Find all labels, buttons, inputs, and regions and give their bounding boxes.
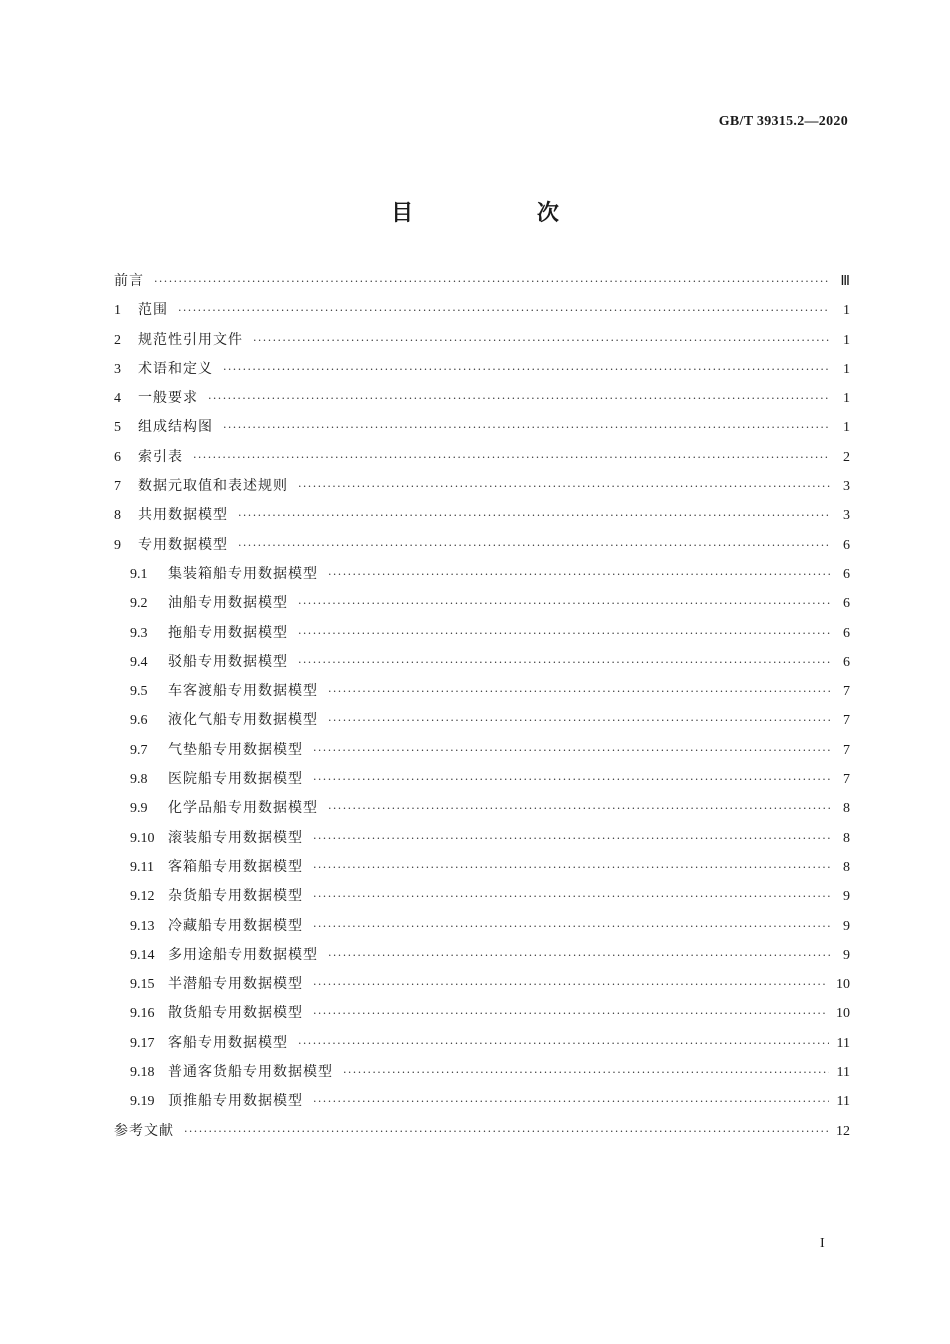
toc-entry-number: 9.9 xyxy=(130,801,148,817)
toc-leader-dots xyxy=(238,510,830,521)
toc-entry-number: 5 xyxy=(114,420,121,436)
toc-entry-label: 油船专用数据模型 xyxy=(168,595,288,612)
toc-entry-label: 多用途船专用数据模型 xyxy=(168,946,318,963)
toc-entry-label: 滚装船专用数据模型 xyxy=(168,829,303,846)
toc-leader-dots xyxy=(298,657,830,668)
toc-entry-label: 冷藏船专用数据模型 xyxy=(168,917,303,934)
toc-leader-dots xyxy=(154,276,830,287)
toc-entry-number: 9.1 xyxy=(130,566,148,582)
toc-entry-page: 1 xyxy=(843,420,850,436)
toc-entry-label: 散货船专用数据模型 xyxy=(168,1005,303,1022)
toc-entry-number: 9.14 xyxy=(130,947,155,963)
toc-leader-dots xyxy=(313,774,830,785)
toc-entry[interactable] xyxy=(114,622,850,651)
toc-entry[interactable] xyxy=(114,592,850,621)
toc-entry-page: 2 xyxy=(843,449,850,465)
toc-entry-label: 数据元取值和表述规则 xyxy=(138,478,288,495)
toc-leader-dots xyxy=(298,1038,829,1049)
table-of-contents xyxy=(114,270,850,1149)
toc-entry-label: 顶推船专用数据模型 xyxy=(168,1093,303,1110)
toc-entry-number: 8 xyxy=(114,508,121,524)
toc-entry[interactable] xyxy=(114,446,850,475)
toc-entry-page: 7 xyxy=(843,742,850,758)
toc-entry-page: 6 xyxy=(843,537,850,553)
toc-entry-number: 9.10 xyxy=(130,830,155,846)
toc-leader-dots xyxy=(313,833,830,844)
toc-entry-label: 一般要求 xyxy=(138,390,198,407)
toc-leader-dots xyxy=(313,979,828,990)
toc-entry-page: 10 xyxy=(836,1006,850,1022)
toc-leader-dots xyxy=(193,452,830,463)
toc-entry[interactable] xyxy=(114,680,850,709)
toc-entry-page: 8 xyxy=(843,801,850,817)
toc-entry-number: 9.4 xyxy=(130,654,148,670)
toc-entry-page: 1 xyxy=(843,303,850,319)
toc-entry-label: 拖船专用数据模型 xyxy=(168,624,288,641)
toc-leader-dots xyxy=(328,803,830,814)
toc-entry-page: 7 xyxy=(843,713,850,729)
toc-entry-page: 10 xyxy=(836,977,850,993)
toc-leader-dots xyxy=(313,1008,828,1019)
toc-leader-dots xyxy=(328,950,830,961)
toc-entry-label: 规范性引用文件 xyxy=(138,331,243,348)
toc-entry-label: 共用数据模型 xyxy=(138,507,228,524)
toc-leader-dots xyxy=(313,745,830,756)
toc-entry-number: 3 xyxy=(114,361,121,377)
toc-leader-dots xyxy=(238,540,830,551)
toc-entry-label: 液化气船专用数据模型 xyxy=(168,712,318,729)
toc-entry-page: 1 xyxy=(843,332,850,348)
toc-entry[interactable] xyxy=(114,416,850,445)
toc-entry-number: 2 xyxy=(114,332,121,348)
toc-entry-number: 9.13 xyxy=(130,918,155,934)
toc-entry-page: 11 xyxy=(836,1035,850,1051)
toc-leader-dots xyxy=(328,686,830,697)
toc-leader-dots xyxy=(178,305,830,316)
toc-entry[interactable] xyxy=(114,651,850,680)
toc-entry-label: 前言 xyxy=(114,273,144,289)
toc-entry-number: 9.3 xyxy=(130,625,148,641)
toc-entry-page: 3 xyxy=(843,508,850,524)
toc-leader-dots xyxy=(343,1067,829,1078)
toc-entry-page: 11 xyxy=(836,1065,850,1081)
toc-entry-number: 9.18 xyxy=(130,1065,155,1081)
toc-entry-number: 9.7 xyxy=(130,742,148,758)
toc-entry-number: 1 xyxy=(114,303,121,319)
toc-entry-page: 12 xyxy=(836,1123,850,1139)
toc-entry-page: 9 xyxy=(843,947,850,963)
toc-entry-number: 9 xyxy=(114,537,121,553)
toc-entry-label: 组成结构图 xyxy=(138,419,213,436)
toc-leader-dots xyxy=(313,862,830,873)
toc-entry-number: 9.5 xyxy=(130,684,148,700)
toc-entry[interactable] xyxy=(114,944,850,973)
toc-entry-label: 车客渡船专用数据模型 xyxy=(168,683,318,700)
toc-leader-dots xyxy=(313,891,830,902)
toc-entry-number: 9.11 xyxy=(130,859,154,875)
toc-entry[interactable] xyxy=(114,504,850,533)
toc-entry-page: 6 xyxy=(843,566,850,582)
toc-entry[interactable] xyxy=(114,563,850,592)
toc-entry[interactable] xyxy=(114,915,850,944)
toc-entry[interactable] xyxy=(114,856,850,885)
toc-entry-page: 6 xyxy=(843,654,850,670)
toc-entry[interactable] xyxy=(114,1090,850,1119)
toc-leader-dots xyxy=(208,393,830,404)
toc-entry-label: 驳船专用数据模型 xyxy=(168,653,288,670)
toc-entry[interactable] xyxy=(114,1061,850,1090)
toc-entry-page: 9 xyxy=(843,918,850,934)
toc-entry-page: 6 xyxy=(843,625,850,641)
toc-entry-label: 参考文献 xyxy=(114,1122,174,1139)
toc-entry-number: 9.15 xyxy=(130,977,155,993)
toc-entry-page: 9 xyxy=(843,889,850,905)
page-title: 目 次 xyxy=(391,201,617,226)
toc-entry[interactable] xyxy=(114,797,850,826)
toc-entry-number: 9.12 xyxy=(130,889,155,905)
toc-entry-label: 杂货船专用数据模型 xyxy=(168,888,303,905)
toc-leader-dots xyxy=(223,422,830,433)
toc-entry-page: Ⅲ xyxy=(840,274,850,289)
toc-entry[interactable] xyxy=(114,739,850,768)
standard-code: GB/T 39315.2—2020 xyxy=(718,114,848,129)
toc-entry-page: 7 xyxy=(843,772,850,788)
toc-entry-label: 范围 xyxy=(138,302,168,319)
toc-entry-label: 普通客货船专用数据模型 xyxy=(168,1064,333,1081)
toc-entry-label: 医院船专用数据模型 xyxy=(168,771,303,788)
toc-entry[interactable] xyxy=(114,885,850,914)
page-number: I xyxy=(820,1236,825,1251)
toc-entry[interactable] xyxy=(114,387,850,416)
toc-entry[interactable] xyxy=(114,475,850,504)
toc-entry-page: 1 xyxy=(843,391,850,407)
toc-entry[interactable] xyxy=(114,1032,850,1061)
toc-entry-page: 8 xyxy=(843,830,850,846)
toc-entry-number: 9.17 xyxy=(130,1035,155,1051)
toc-entry[interactable] xyxy=(114,827,850,856)
toc-leader-dots xyxy=(313,921,830,932)
toc-entry[interactable] xyxy=(114,358,850,387)
toc-entry-label: 气垫船专用数据模型 xyxy=(168,741,303,758)
toc-leader-dots xyxy=(313,1096,829,1107)
toc-entry-number: 9.6 xyxy=(130,713,148,729)
toc-entry-number: 7 xyxy=(114,479,121,495)
toc-leader-dots xyxy=(298,598,830,609)
toc-entry-label: 集装箱船专用数据模型 xyxy=(168,565,318,582)
toc-entry[interactable] xyxy=(114,329,850,358)
toc-leader-dots xyxy=(298,628,830,639)
toc-entry-label: 化学品船专用数据模型 xyxy=(168,800,318,817)
toc-entry[interactable] xyxy=(114,1120,850,1149)
toc-entry[interactable] xyxy=(114,299,850,328)
toc-entry-number: 9.8 xyxy=(130,772,148,788)
toc-entry[interactable] xyxy=(114,709,850,738)
toc-entry-label: 索引表 xyxy=(138,448,183,465)
toc-entry-number: 4 xyxy=(114,391,121,407)
toc-entry[interactable] xyxy=(114,1002,850,1031)
toc-entry[interactable] xyxy=(114,270,850,299)
toc-entry[interactable] xyxy=(114,973,850,1002)
toc-entry-number: 6 xyxy=(114,449,121,465)
toc-leader-dots xyxy=(298,481,830,492)
toc-entry[interactable] xyxy=(114,768,850,797)
toc-leader-dots xyxy=(223,364,830,375)
toc-entry-page: 11 xyxy=(836,1094,850,1110)
toc-leader-dots xyxy=(184,1126,828,1137)
toc-entry-label: 术语和定义 xyxy=(138,360,213,377)
toc-entry[interactable] xyxy=(114,534,850,563)
toc-entry-number: 9.16 xyxy=(130,1006,155,1022)
toc-leader-dots xyxy=(328,715,830,726)
toc-leader-dots xyxy=(253,335,830,346)
toc-entry-label: 专用数据模型 xyxy=(138,536,228,553)
toc-entry-page: 7 xyxy=(843,684,850,700)
toc-entry-label: 客箱船专用数据模型 xyxy=(168,858,303,875)
toc-entry-number: 9.2 xyxy=(130,596,148,612)
toc-entry-page: 8 xyxy=(843,859,850,875)
toc-entry-page: 6 xyxy=(843,596,850,612)
toc-entry-label: 客船专用数据模型 xyxy=(168,1034,288,1051)
toc-entry-label: 半潜船专用数据模型 xyxy=(168,976,303,993)
toc-entry-page: 3 xyxy=(843,479,850,495)
toc-leader-dots xyxy=(328,569,830,580)
toc-entry-page: 1 xyxy=(843,361,850,377)
toc-entry-number: 9.19 xyxy=(130,1094,155,1110)
